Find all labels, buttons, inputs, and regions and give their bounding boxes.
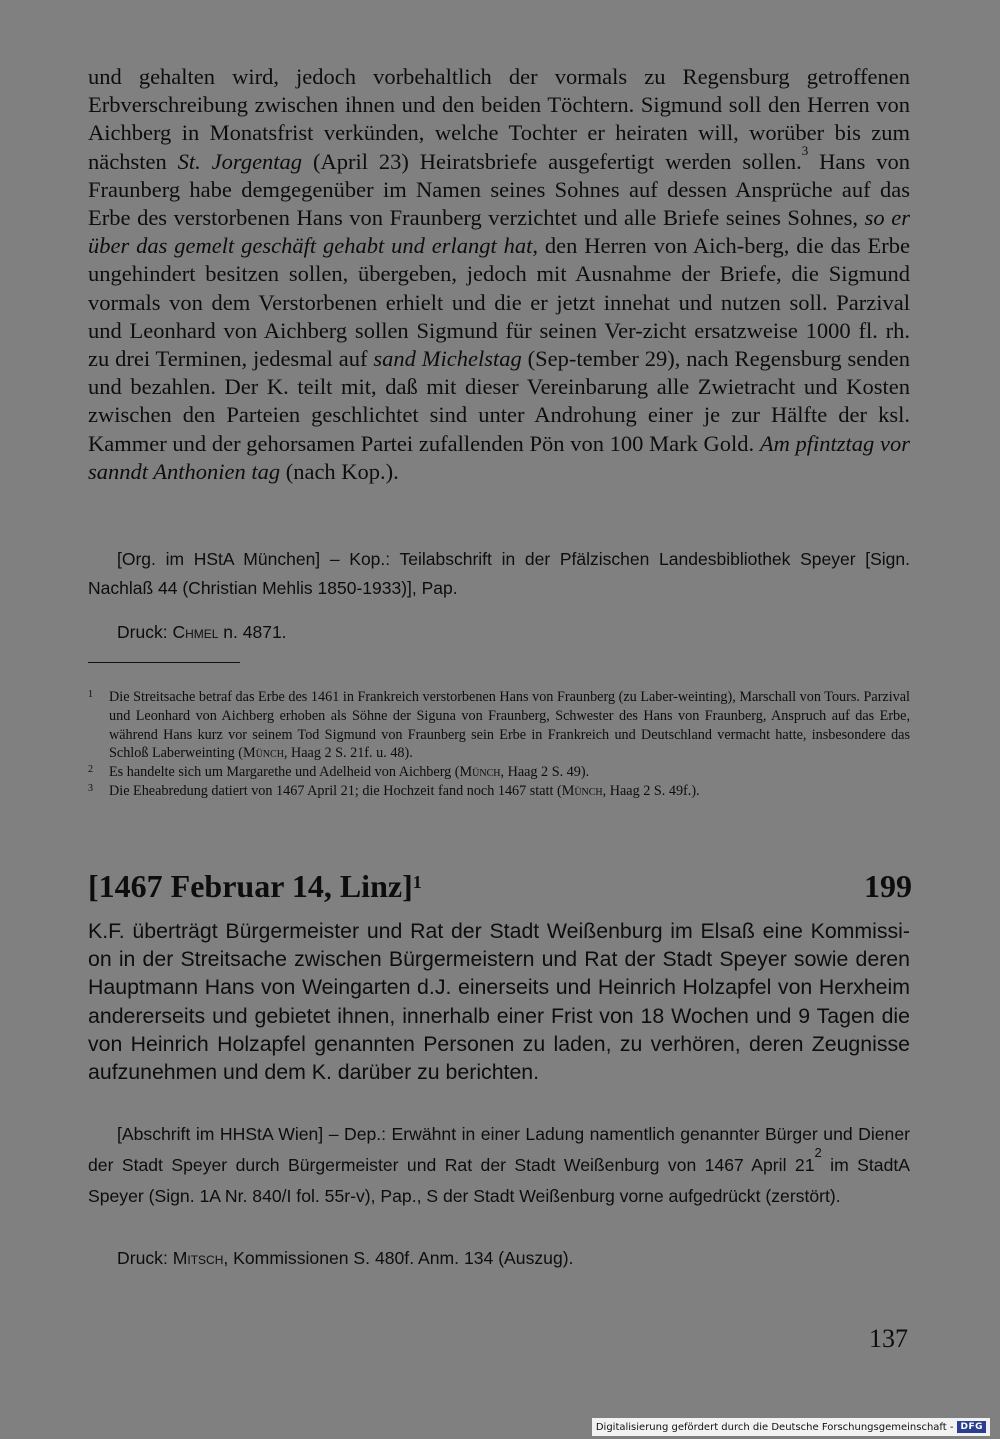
funding-text: Digitalisierung gefördert durch die Deutsche Forschungsgemeinschaft - [595,1421,954,1433]
footnote-number: 1 [88,689,93,700]
text-run: (nach Kop.). [280,458,399,484]
text-run: im StadtA Speyer (Sign. 1A Nr. 840/I fol. 55r-v), Pap., S der Stadt Weißenburg vorne aufgedrückt (zerstört). [88,1155,910,1206]
footnote-number: 3 [88,782,93,794]
entry-number: 199 [864,868,912,904]
regest-paragraph: K.F. überträgt Bürgermeister und Rat der Stadt Weißenburg im Elsaß eine Kommissi-on in der Streitsache zwischen Bürgermeistern und Rat der Stadt Speyer sowie deren Hauptmann Hans von Weingarten d.J. einerseits und Heinrich Holzapfel von Herxheim andererseits und gebietet ihnen, innerhalb einer Frist von 18 Wochen und 9 Tagen die von Heinrich Holzapfel genannten Personen zu laden, zu verhören, deren Zeugnisse aufzunehmen und dem K. darüber zu berichten. [88,919,910,1085]
quoted-text: sand Michelstag [373,346,522,372]
author-name: Münch [459,764,501,781]
text-run: Die Streitsache betraf das Erbe des 1461 in Frankreich verstorbenen Hans von Fraunberg (zu Laber-weinting), Marschall von Tours. Parzival und Leonhard von Aichberg erhoben als Söhne der Siguna von Fraunberg, Schwester des Hans von Fraunberg, Anspruch auf das Erbe, während Hans kurz vor seinem Tod Sigmund von Fraunberg sein Erbe in Frankreich und Deutschland vermacht hatte, insbesondere das Schloß Laberweinting ( [109,689,910,762]
regest-continuation-paragraph [88,63,910,486]
text-run: , den Herren von Aich-berg, die das Erbe ungehindert besitzen sollen, übergeben, jedoch mit Ausnahme der Briefe, die Sigmund vormals von dem Verstorbenen erhielt und die er jetzt innehat und nutzen soll. Parzival und Leonhard von Aichberg sollen Sigmund für seinen Ver-zicht ersatzweise 1000 fl. rh. zu drei Terminen, jedesmal auf [88,233,910,372]
print-reference [88,618,910,647]
quoted-text: so er über das gemelt geschäft gehabt und erlangt hat [88,205,911,259]
footnote-text [109,782,910,801]
text-run: (Sep-tember 29), nach Regensburg senden und bezahlen. Der K. teilt mit, daß mit dieser Vereinbarung alle Zwietracht und Kosten zwischen den Parteien geschlichtet sind unter Androhung einer je zur Hälfte der ksl. Kammer und der gehorsamen Partei zufallenden Pön von 100 Mark Gold. [88,346,910,456]
footnotes [88,688,910,801]
footnote-text [109,688,910,763]
text-run: (April 23) Heiratsbriefe ausgefertigt werden sollen. [302,148,802,174]
print-reference [88,1243,910,1274]
quoted-text: Am pfintztag vor sanndt Anthonien tag [88,430,910,484]
heading-text: [1467 Februar 14, Linz] [88,868,413,904]
funding-banner [592,1418,990,1436]
source-note [88,1119,910,1212]
entry-date-place [88,866,422,906]
entry-heading [88,866,912,906]
footnote-divider [88,662,240,663]
text-run: Hans von Fraunberg habe demgegenüber im Namen seines Sohnes auf dessen Ansprüche auf das Erbe des verstorbenen Hans von Fraunberg verzichtet und alle Briefe seines Sohnes, [88,148,911,231]
print-detail: n. 4871. [218,622,287,642]
footnote-number: 2 [88,764,93,776]
footnote [88,688,910,763]
print-author: Mitsch [172,1248,224,1268]
footnote-ref: 3 [801,142,809,158]
footnote [88,782,910,801]
author-name: Münch [242,745,284,762]
text-run: , Haag 2 S. 21f. u. 48). [283,745,413,762]
text-run: Die Eheabredung datiert von 1467 April 21; die Hochzeit fand noch 1467 statt ( [109,782,562,799]
print-author: Chmel [172,622,219,642]
dfg-logo: DFG [957,1421,986,1433]
footnote [88,763,910,782]
print-detail: , Kommissionen S. 480f. Anm. 134 (Auszug). [223,1248,574,1268]
author-name: Münch [561,782,603,799]
source-note: [Org. im HStA München] – Kop.: Teilabschrift in der Pfälzischen Landesbibliothek Speyer [Sign. Nachlaß 44 (Christian Mehlis 1850-1933)], Pap. [88,549,910,598]
footnote-ref: 2 [814,1145,822,1160]
text-run: und gehalten wird, jedoch vorbehaltlich der vormals zu Regensburg getroffenen Erbverschreibung zwischen ihnen und den beiden Töchtern. Sigmund soll den Herren von Aichberg in Monatsfrist verkünden, welche Tochter er heiraten will, worüber bis zum nächsten [88,64,910,174]
text-run: [Abschrift im HHStA Wien] – Dep.: Erwähnt in einer Ladung namentlich genannter Bürger und Diener der Stadt Speyer durch Bürgermeister und Rat der Stadt Weißenburg von 1467 April 21 [88,1124,910,1175]
footnote-ref: 1 [412,872,422,892]
print-label: Druck: [117,622,173,642]
text-run: Es handelte sich um Margarethe und Adelheid von Aichberg ( [109,764,460,781]
text-run: , Haag 2 S. 49f.). [602,782,700,799]
quoted-text: St. Jorgentag [177,148,303,174]
footnote-text [109,763,910,782]
text-run: , Haag 2 S. 49). [500,764,590,781]
print-label: Druck: [117,1248,173,1268]
page-number: 137 [869,1324,908,1353]
